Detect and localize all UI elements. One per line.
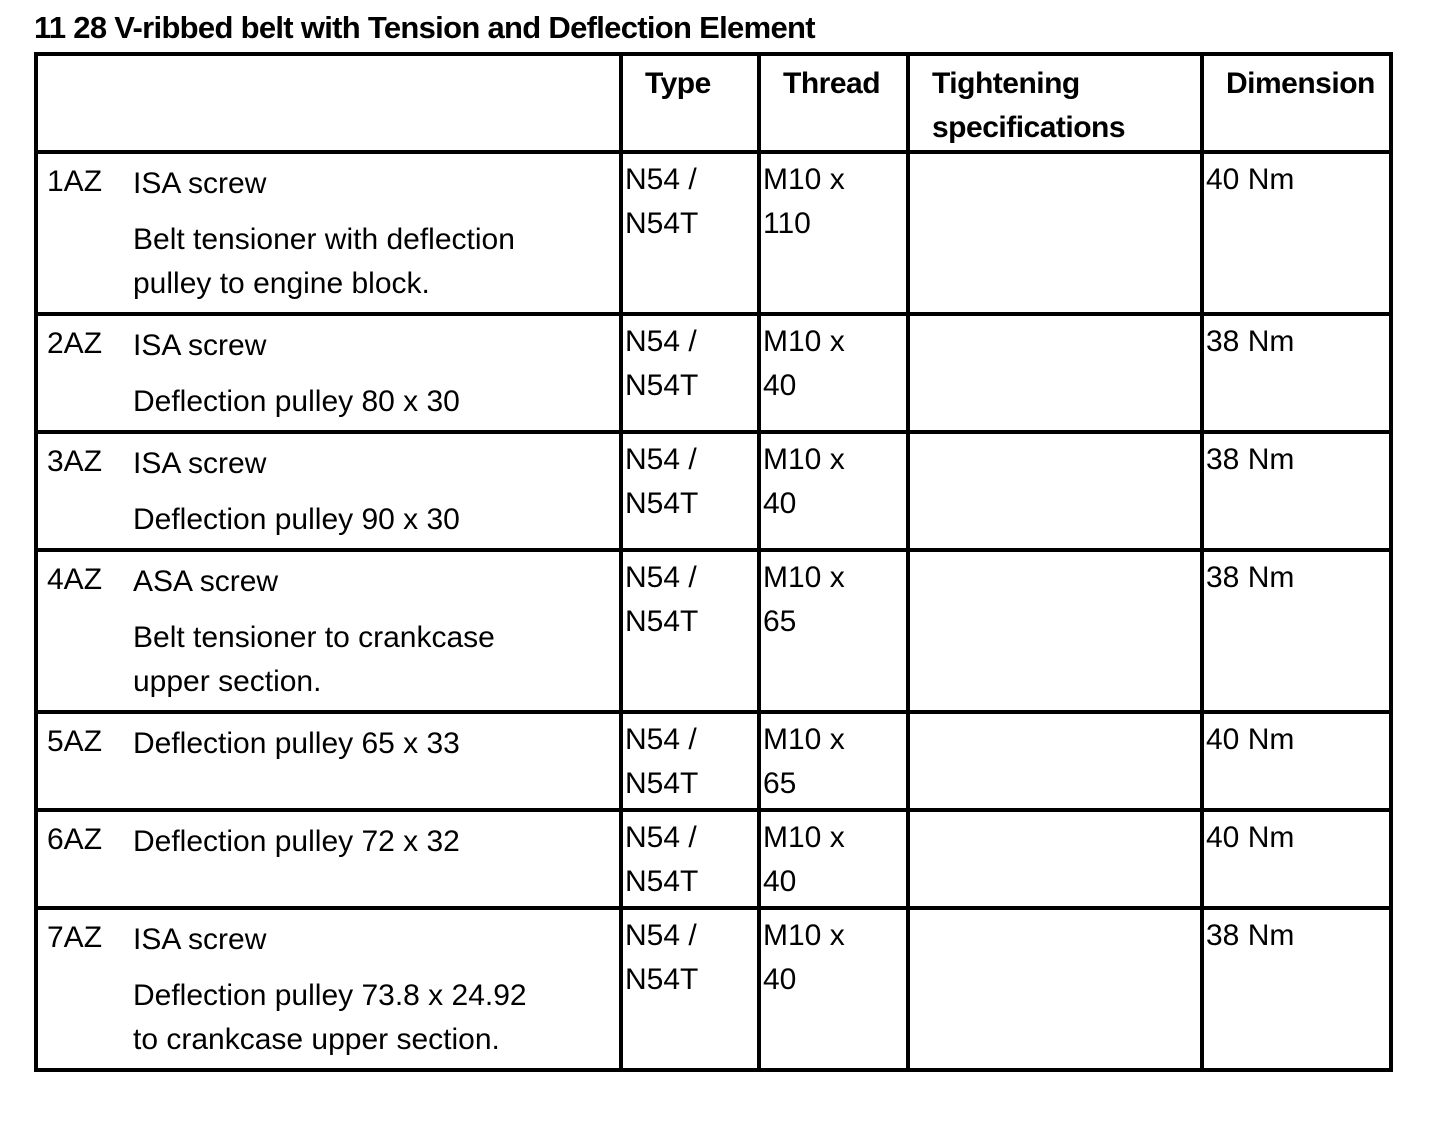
part-description: Belt tensioner with deflection pulley to engine block. xyxy=(133,223,515,300)
part-title: Deflection pulley 72 x 32 xyxy=(133,825,460,858)
description-cell xyxy=(36,432,621,550)
tightening-cell xyxy=(908,908,1202,1070)
part-title: ISA screw xyxy=(133,447,267,480)
part-description: Deflection pulley 90 x 30 xyxy=(133,503,460,536)
dimension-cell: 38 Nm xyxy=(1202,432,1391,550)
thread-cell: M10 x 40 xyxy=(759,810,908,908)
tightening-cell xyxy=(908,152,1202,314)
table-row xyxy=(36,712,1391,810)
part-description: Belt tensioner to crankcase upper section. xyxy=(133,621,495,698)
part-title: Deflection pulley 65 x 33 xyxy=(133,727,460,760)
part-description: Deflection pulley 80 x 30 xyxy=(133,385,460,418)
description-cell xyxy=(36,712,621,810)
table-row xyxy=(36,432,1391,550)
row-id: 2AZ xyxy=(47,327,103,360)
table-row xyxy=(36,810,1391,908)
type-cell: N54 / N54T xyxy=(621,810,759,908)
description-cell xyxy=(36,152,621,314)
type-cell: N54 / N54T xyxy=(621,432,759,550)
description-cell xyxy=(36,314,621,432)
thread-cell: M10 x 65 xyxy=(759,550,908,712)
part-description: Deflection pulley 73.8 x 24.92 to crankcase upper section. xyxy=(133,979,527,1056)
row-id: 3AZ xyxy=(47,445,103,478)
type-cell: N54 / N54T xyxy=(621,314,759,432)
part-title: ISA screw xyxy=(133,167,267,200)
tightening-cell xyxy=(908,712,1202,810)
row-id: 7AZ xyxy=(47,921,103,954)
header-thread: Thread xyxy=(759,54,908,152)
row-id: 6AZ xyxy=(47,823,103,856)
type-cell: N54 / N54T xyxy=(621,712,759,810)
dimension-cell: 38 Nm xyxy=(1202,314,1391,432)
thread-cell: M10 x 40 xyxy=(759,432,908,550)
row-id: 5AZ xyxy=(47,725,103,758)
header-dimension: Dimension xyxy=(1202,54,1391,152)
tightening-cell xyxy=(908,810,1202,908)
type-cell: N54 / N54T xyxy=(621,908,759,1070)
thread-cell: M10 x 40 xyxy=(759,314,908,432)
type-cell: N54 / N54T xyxy=(621,152,759,314)
row-id: 4AZ xyxy=(47,563,103,596)
dimension-cell: 40 Nm xyxy=(1202,810,1391,908)
table-row xyxy=(36,152,1391,314)
dimension-cell: 40 Nm xyxy=(1202,712,1391,810)
thread-cell: M10 x 65 xyxy=(759,712,908,810)
tightening-cell xyxy=(908,550,1202,712)
tightening-cell xyxy=(908,314,1202,432)
dimension-cell: 38 Nm xyxy=(1202,550,1391,712)
part-title: ISA screw xyxy=(133,923,267,956)
description-cell xyxy=(36,550,621,712)
page-title: 11 28 V-ribbed belt with Tension and Deflection Element xyxy=(34,10,815,45)
table-row xyxy=(36,314,1391,432)
table-row xyxy=(36,550,1391,712)
table-header-row xyxy=(36,54,1391,152)
dimension-cell: 38 Nm xyxy=(1202,908,1391,1070)
thread-cell: M10 x 40 xyxy=(759,908,908,1070)
header-tightening-specifications: Tightening specifications xyxy=(908,54,1202,152)
type-cell: N54 / N54T xyxy=(621,550,759,712)
dimension-cell: 40 Nm xyxy=(1202,152,1391,314)
part-title: ISA screw xyxy=(133,329,267,362)
header-description xyxy=(36,54,621,152)
table-row xyxy=(36,908,1391,1070)
part-title: ASA screw xyxy=(133,565,279,598)
row-id: 1AZ xyxy=(47,165,103,198)
thread-cell: M10 x 110 xyxy=(759,152,908,314)
description-cell xyxy=(36,908,621,1070)
description-cell xyxy=(36,810,621,908)
header-type: Type xyxy=(621,54,759,152)
specification-table xyxy=(34,52,1393,1072)
tightening-cell xyxy=(908,432,1202,550)
